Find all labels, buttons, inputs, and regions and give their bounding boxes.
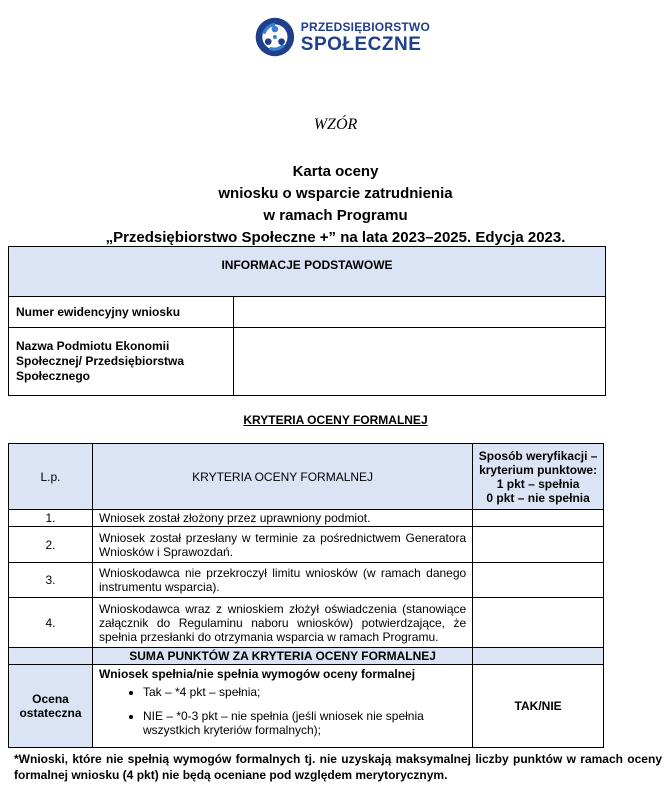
- table-row: [9, 598, 604, 648]
- row-criterion: Wniosek został złożony przez uprawniony podmiot.: [92, 510, 472, 527]
- row-criterion: Wnioskodawca nie przekroczył limitu wniosków (w ramach danego instrumentu wsparcia).: [92, 563, 472, 598]
- final-title: Wniosek spełnia/nie spełnia wymogów oceny formalnej: [98, 667, 416, 681]
- row-score[interactable]: [473, 527, 604, 563]
- wzor-label: WZÓR: [313, 116, 358, 133]
- table-row: [9, 510, 604, 527]
- row-lp: 3.: [9, 563, 93, 598]
- row-criterion: Wniosek został przesłany w terminie za pośrednictwem Generatora Wniosków i Sprawozdań.: [92, 527, 472, 563]
- final-bullet-list: [99, 685, 466, 737]
- table-row: [9, 563, 604, 598]
- method-line-3: 1 pkt – spełnia: [496, 476, 580, 491]
- col-header-method: [473, 444, 604, 510]
- info-table-header: INFORMACJE PODSTAWOWE: [9, 247, 606, 297]
- col-header-criteria: KRYTERIA OCENY FORMALNEJ: [92, 444, 472, 510]
- document-title: [0, 161, 671, 249]
- final-bullet-yes: • Tak – *4 pkt – spełnia;: [143, 685, 466, 699]
- info-table: [8, 246, 606, 396]
- method-line-2: kryterium punktowe:: [479, 462, 598, 477]
- final-criteria-cell: [92, 665, 472, 748]
- info-value-number[interactable]: [233, 297, 605, 328]
- logo-text: [301, 21, 430, 54]
- row-score[interactable]: [473, 598, 604, 648]
- sum-label: SUMA PUNKTÓW ZA KRYTERIA OCENY FORMALNEJ: [92, 648, 472, 665]
- final-bullet-no: • NIE – *0-3 pkt – nie spełnia (jeśli wniosek nie spełnia wszystkich kryteriów formalnych);: [143, 703, 466, 737]
- method-line-4: 0 pkt – nie spełnia: [486, 490, 590, 505]
- logo-line2: SPOŁECZNE: [300, 33, 422, 55]
- title-line-4: „Przedsiębiorstwo Społeczne +” na lata 2023–2025. Edycja 2023.: [105, 229, 566, 246]
- row-score[interactable]: [473, 563, 604, 598]
- final-label: Ocena ostateczna: [9, 665, 93, 748]
- row-lp: 1.: [9, 510, 93, 527]
- przedsiebiorstwo-spoleczne-logo-icon: [255, 7, 295, 67]
- title-line-2: wniosku o wsparcie zatrudnienia: [218, 185, 453, 202]
- row-lp: 2.: [9, 527, 93, 563]
- title-line-1: Karta oceny: [292, 163, 379, 180]
- logo: [255, 6, 430, 68]
- logo-line1: PRZEDSIĘBIORSTWO: [300, 19, 430, 34]
- info-label-number: Numer ewidencyjny wniosku: [9, 297, 234, 328]
- row-criterion: Wnioskodawca wraz z wnioskiem złożył oświadczenia (stanowiące załącznik do Regulaminu naboru wniosków) potwierdzające, że spełnia przesłanki do otrzymania wsparcia w ramach Programu.: [92, 598, 472, 648]
- info-label-entity-name: Nazwa Podmiotu Ekonomii Społecznej/ Przedsiębiorstwa Społecznego: [9, 328, 234, 396]
- row-lp: 4.: [9, 598, 93, 648]
- footnote: *Wnioski, które nie spełnią wymogów formalnych tj. nie uzyskają maksymalnej liczby punktów w ramach oceny formalnej wniosku (4 pkt) nie będą oceniane pod względem merytorycznym.: [14, 752, 662, 782]
- sum-value[interactable]: [473, 648, 604, 665]
- title-line-3: w ramach Programu: [263, 207, 408, 224]
- method-line-1: Sposób weryfikacji –: [478, 448, 598, 463]
- criteria-heading: KRYTERIA OCENY FORMALNEJ: [243, 413, 428, 427]
- col-header-lp: L.p.: [9, 444, 93, 510]
- info-value-entity-name[interactable]: [233, 328, 605, 396]
- final-value: TAK/NIE: [473, 665, 604, 748]
- criteria-table: [8, 443, 604, 748]
- table-row: [9, 527, 604, 563]
- row-score[interactable]: [473, 510, 604, 527]
